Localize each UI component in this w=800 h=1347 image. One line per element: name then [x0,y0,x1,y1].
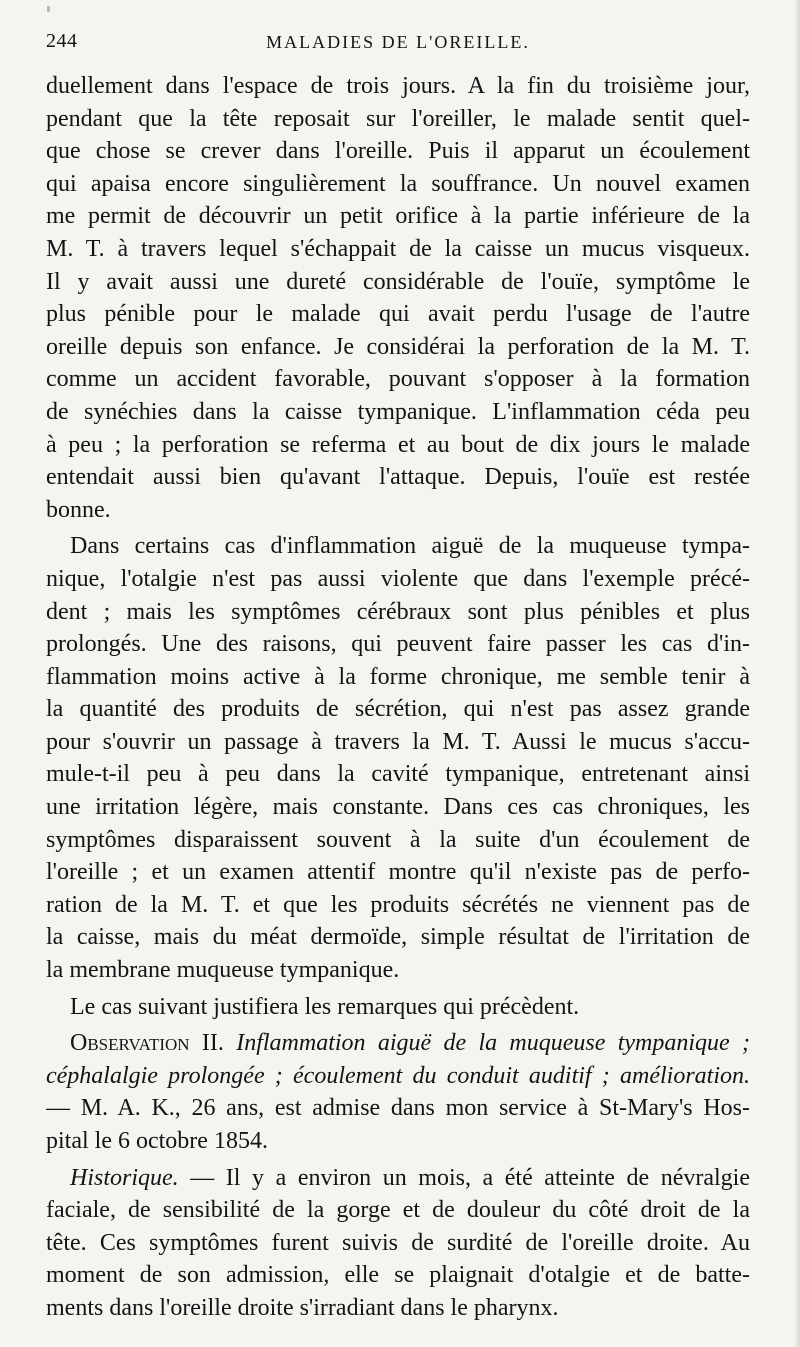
text-line: duellement dans l'espace de trois jours. A la fin du troisième jour, [46,73,750,99]
text-line: Dans certains cas d'inflammation aiguë de la muqueuse tympa- [70,533,750,560]
historique-text: — Il y a environ un mois, a été atteinte de névralgie [178,1164,750,1191]
text-line: ments dans l'oreille droite s'irradiant dans le pharynx. [46,1294,559,1321]
text-line: moment de son admission, elle se plaignait d'otalgie et de batte- [46,1262,750,1289]
text-line: Il y avait aussi une dureté considérable de l'ouïe, symptôme le [46,268,750,295]
text-line: me permit de découvrir un petit orifice à la partie inférieure de la [46,203,750,230]
text-line: la caisse, mais du méat dermoïde, simple résultat de l'irritation de [46,924,750,951]
observation-label: Observation II. [70,1030,224,1057]
body-text [46,70,750,1325]
observation-heading-line [46,1027,750,1060]
text-line: la quantité des produits de sécrétion, qui n'est pas assez grande [46,696,750,723]
text-line: faciale, de sensibilité de la gorge et de douleur du côté droit de la [46,1197,750,1224]
margin-speck [47,6,50,12]
historique-label: Historique. [70,1164,179,1191]
text-line: flammation moins active à la forme chronique, me semble tenir à [46,663,750,690]
page-number: 244 [46,30,78,52]
running-title: MALADIES DE L'OREILLE. [266,32,530,52]
page-edge-shadow [794,0,800,1347]
text-line: nique, l'otalgie n'est pas aussi violente que dans l'exemple précé- [46,565,750,592]
text-line: pendant que la tête reposait sur l'oreiller, le malade sentit quel- [46,105,750,132]
text-line: mule-t-il peu à peu dans la cavité tympanique, entretenant ainsi [46,761,750,788]
text-line: l'oreille ; et un examen attentif montre qu'il n'existe pas de perfo- [46,859,750,886]
text-line: comme un accident favorable, pouvant s'opposer à la formation [46,366,750,393]
text-line: pital le 6 octobre 1854. [46,1128,268,1154]
text-line: à peu ; la perforation se referma et au bout de dix jours le malade [46,431,750,458]
text-line: oreille depuis son enfance. Je considérai la perforation de la M. T. [46,333,750,360]
text-line: entendait aussi bien qu'avant l'attaque. Depuis, l'ouïe est restée [46,464,750,491]
text-line: Le cas suivant justifiera les remarques qui précèdent. [70,993,580,1020]
text-line: la membrane muqueuse tympanique. [46,957,400,984]
text-line: prolongés. Une des raisons, qui peuvent faire passer les cas d'in- [46,631,750,658]
text-line: ration de la M. T. et que les produits sécrétés ne viennent pas de [46,891,750,918]
text-line: une irritation légère, mais constante. Dans ces cas chroniques, les [46,794,750,821]
text-line: plus pénible pour le malade qui avait perdu l'usage de l'autre [46,301,750,328]
text-line: pour s'ouvrir un passage à travers la M. T. Aussi le mucus s'accu- [46,728,750,755]
observation-title-line: céphalalgie prolongée ; écoulement du conduit auditif ; amélioration. [46,1062,750,1089]
text-line: M. T. à travers lequel s'échappait de la caisse un mucus visqueux. [46,235,750,262]
historique-line [46,1162,750,1195]
text-line: tête. Ces symptômes furent suivis de surdité de l'oreille droite. Au [46,1229,750,1256]
text-line: bonne. [46,496,111,523]
text-line: de synéchies dans la caisse tympanique. L'inflammation céda peu [46,398,750,425]
text-line: — M. A. K., 26 ans, est admise dans mon service à St-Mary's Hos- [46,1095,750,1122]
text-line: dent ; mais les symptômes cérébraux sont plus pénibles et plus [46,598,750,625]
page-header [46,30,750,64]
text-line: qui apaisa encore singulièrement la souffrance. Un nouvel examen [46,170,750,197]
text-line: symptômes disparaissent souvent à la suite d'un écoulement de [46,826,750,853]
text-line: que chose se crever dans l'oreille. Puis il apparut un écoulement [46,138,750,165]
observation-title: Inflammation aiguë de la muqueuse tympanique ; [236,1030,750,1057]
